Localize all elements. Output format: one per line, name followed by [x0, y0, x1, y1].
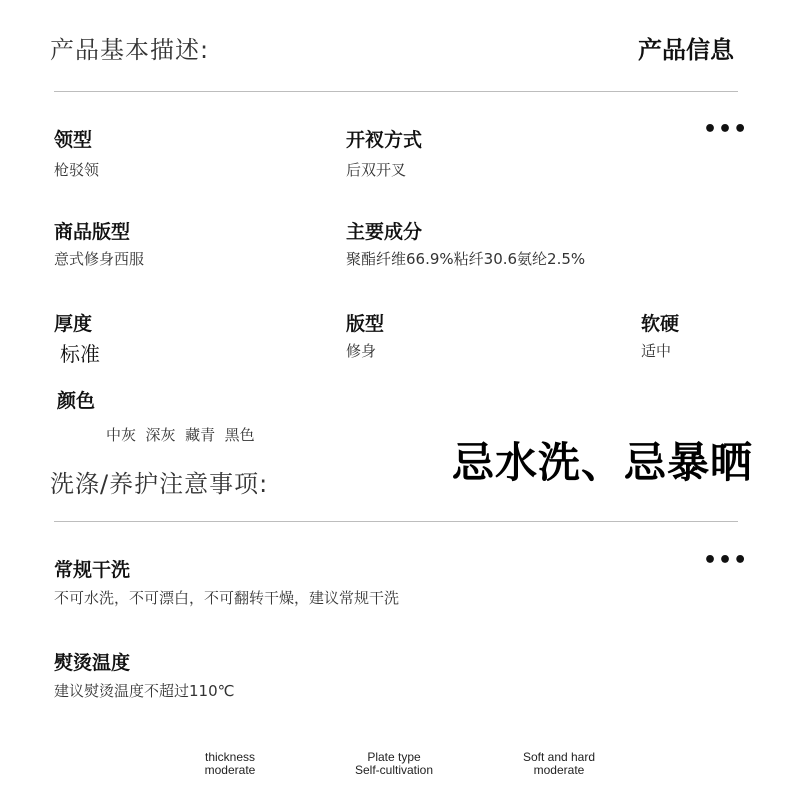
divider [54, 91, 738, 92]
caption-line: thickness [204, 750, 256, 764]
softness-value: 适中 [641, 342, 672, 360]
dry-clean-value: 不可水洗，不可漂白，不可翻转干燥，建议常规干洗 [54, 589, 400, 607]
product-info-heading: 产品信息 [638, 36, 734, 64]
pattern-label: 版型 [346, 313, 385, 335]
divider [54, 521, 738, 522]
thickness-caption [180, 751, 280, 777]
fit-style-label: 商品版型 [54, 221, 131, 243]
color-value: 中灰 深灰 藏青 黑色 [106, 426, 255, 444]
caption-line: Plate type [367, 750, 421, 764]
collar-label: 领型 [54, 129, 93, 151]
care-warning-banner: 忌水洗、忌暴晒 [452, 438, 754, 487]
caption-line: moderate [204, 763, 256, 777]
thickness-value: 标准 [60, 342, 100, 366]
color-label: 颜色 [57, 390, 96, 412]
plate-type-caption [334, 751, 454, 777]
composition-label: 主要成分 [346, 221, 423, 243]
product-section-title: 产品基本描述: [50, 36, 210, 64]
vent-label: 开衩方式 [346, 129, 423, 151]
softness-label: 软硬 [641, 313, 680, 335]
collar-value: 枪驳领 [54, 161, 100, 179]
ironing-label: 熨烫温度 [54, 652, 131, 674]
caption-line: moderate [533, 763, 585, 777]
more-options-icon[interactable]: ••• [703, 548, 749, 573]
fit-style-value: 意式修身西服 [54, 250, 145, 268]
ironing-value: 建议熨烫温度不超过110℃ [54, 682, 235, 700]
softness-caption [504, 751, 614, 777]
caption-line: Self-cultivation [354, 763, 434, 777]
caption-line: Soft and hard [522, 750, 596, 764]
dry-clean-label: 常规干洗 [54, 559, 131, 581]
thickness-label: 厚度 [54, 313, 93, 335]
care-section-title: 洗涤/养护注意事项: [50, 470, 269, 498]
more-options-icon[interactable]: ••• [703, 117, 749, 142]
pattern-value: 修身 [346, 342, 377, 360]
vent-value: 后双开叉 [346, 161, 407, 179]
composition-value: 聚酯纤维66.9%粘纤30.6氨纶2.5% [346, 250, 586, 268]
